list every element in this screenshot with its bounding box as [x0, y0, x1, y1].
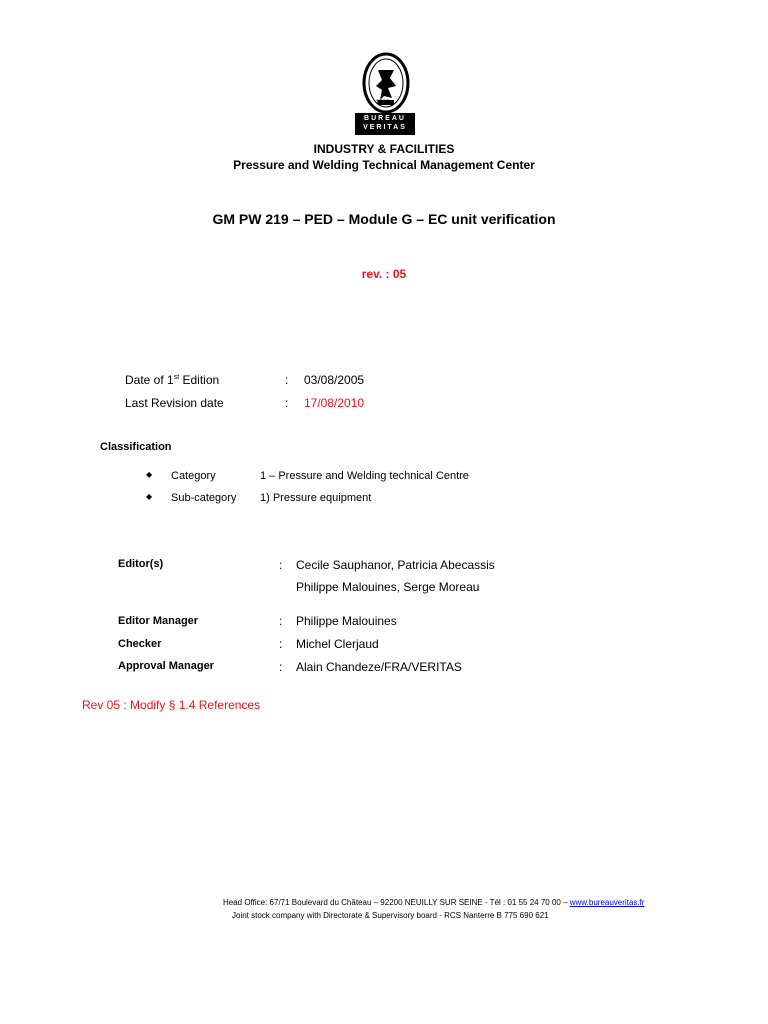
editors-line-1: Cecile Sauphanor, Patricia Abecassis: [296, 558, 495, 572]
footer-website-link[interactable]: www.bureauveritas.fr: [569, 898, 645, 907]
logo-year: 1828: [376, 100, 390, 106]
category-value: 1 – Pressure and Welding technical Centre: [260, 470, 469, 482]
editor-manager-value: Philippe Malouines: [296, 614, 397, 628]
last-revision-label: Last Revision date: [125, 396, 224, 410]
last-revision-value: 17/08/2010: [304, 396, 365, 410]
document-title: GM PW 219 – PED – Module G – EC unit verification: [212, 211, 556, 227]
approval-manager-label: Approval Manager: [118, 660, 214, 672]
editor-manager-separator: :: [279, 614, 283, 628]
bullet-icon: ◆: [146, 470, 153, 479]
org-line-1: INDUSTRY & FACILITIES: [313, 142, 455, 156]
first-edition-label: Date of 1st Edition: [125, 373, 220, 387]
editors-separator: :: [279, 558, 283, 572]
category-label: Category: [171, 470, 216, 482]
editor-manager-label: Editor Manager: [118, 615, 199, 627]
checker-label: Checker: [118, 638, 162, 650]
logo-lettering: [355, 113, 415, 135]
editors-label: Editor(s): [118, 558, 164, 570]
revision-number: rev. : 05: [361, 267, 407, 281]
revision-note: Rev 05 : Modify § 1.4 References: [82, 698, 261, 712]
approval-manager-separator: :: [279, 660, 283, 674]
footer-address: Head Office: 67/71 Boulevard du Château – 92200 NEUILLY SUR SEINE - Tél : 01 55 24 70 00 –: [223, 898, 570, 907]
logo-lettering-top: BUREAU: [364, 115, 406, 122]
editors-line-2: Philippe Malouines, Serge Moreau: [296, 580, 480, 594]
first-edition-separator: :: [285, 373, 289, 387]
sub-category-label: Sub-category: [171, 492, 237, 504]
sub-category-value: 1) Pressure equipment: [260, 492, 372, 504]
bullet-icon: ◆: [146, 492, 153, 501]
classification-heading: Classification: [100, 441, 172, 453]
last-revision-separator: :: [285, 396, 289, 410]
approval-manager-value: Alain Chandeze/FRA/VERITAS: [296, 660, 462, 674]
org-line-2: Pressure and Welding Technical Management Center: [233, 158, 535, 172]
checker-value: Michel Clerjaud: [296, 637, 379, 651]
footer-line-2: Joint stock company with Directorate & Supervisory board - RCS Nanterre B 775 690 621: [232, 911, 549, 920]
logo-lettering-bottom: VERITAS: [363, 124, 407, 131]
footer-line-1: [223, 898, 644, 907]
checker-separator: :: [279, 637, 283, 651]
first-edition-value: 03/08/2005: [304, 373, 365, 387]
